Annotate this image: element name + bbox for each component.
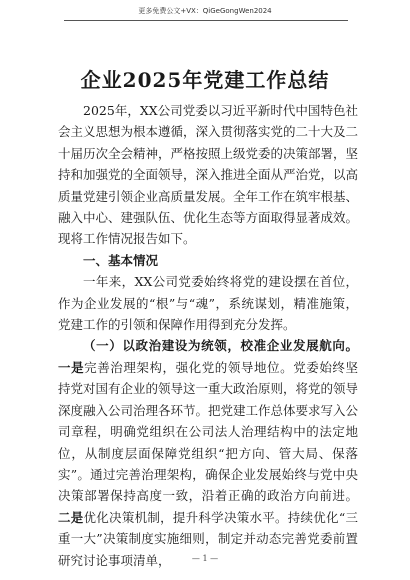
point-one-text: 完善治理架构，强化党的领导地位。党委始终坚持党对国有企业的领导这一重大政治原则，将党的领导深度融入公司治理各环节。把党建工作总体要求写入公司章程，明确党组织在公司法人治理结构中的法定地位，从制度层面保障党组织“把方向、管大局、保落实”。通过完善治理架构，确保企业发展始终与党中央决策部署保持高度一致，沿着正确的政治方向前进。 <box>58 359 359 504</box>
subsection-heading-political-construction: （一）以政治建设为统领，校准企业发展航向。 <box>83 338 358 354</box>
political-construction-paragraph <box>58 335 358 570</box>
section-heading-basic-situation: 一、基本情况 <box>83 252 159 268</box>
point-one-marker: 一是 <box>58 359 85 375</box>
page-number: — 1 — <box>191 554 219 563</box>
header-divider <box>64 20 348 21</box>
point-two-marker: 二是 <box>58 509 84 525</box>
point-two-text: 优化决策机制，提升科学决策水平。持续优化“三重一大”决策制度实施细则，制定并动态完善党委前置研究讨论事项清单， <box>58 509 358 568</box>
intro-paragraph: 2025年，XX公司党委以习近平新时代中国特色社会主义思想为根本遵循，深入贯彻落实党的二十大及二十届历次全会精神，严格按照上级党委的决策部署，坚持和加强党的全面领导，深入推进全面从严治党，以高质量党建引领企业高质量发展。全年工作在筑牢根基、融入中心、建强队伍、优化生态等方面取得显著成效。现将工作情况报告如下。 <box>58 103 359 247</box>
page-header: 更多免费公文+VX：QiGeGongWen2024 <box>138 7 272 15</box>
document-body <box>58 100 358 571</box>
basic-situation-paragraph: 一年来，XX公司党委始终将党的建设摆在首位，作为企业发展的“根”与“魂”，系统谋划，精准施策，党建工作的引领和保障作用得到充分发挥。 <box>58 274 358 333</box>
document-title: 企业2025年党建工作总结 <box>80 68 330 92</box>
